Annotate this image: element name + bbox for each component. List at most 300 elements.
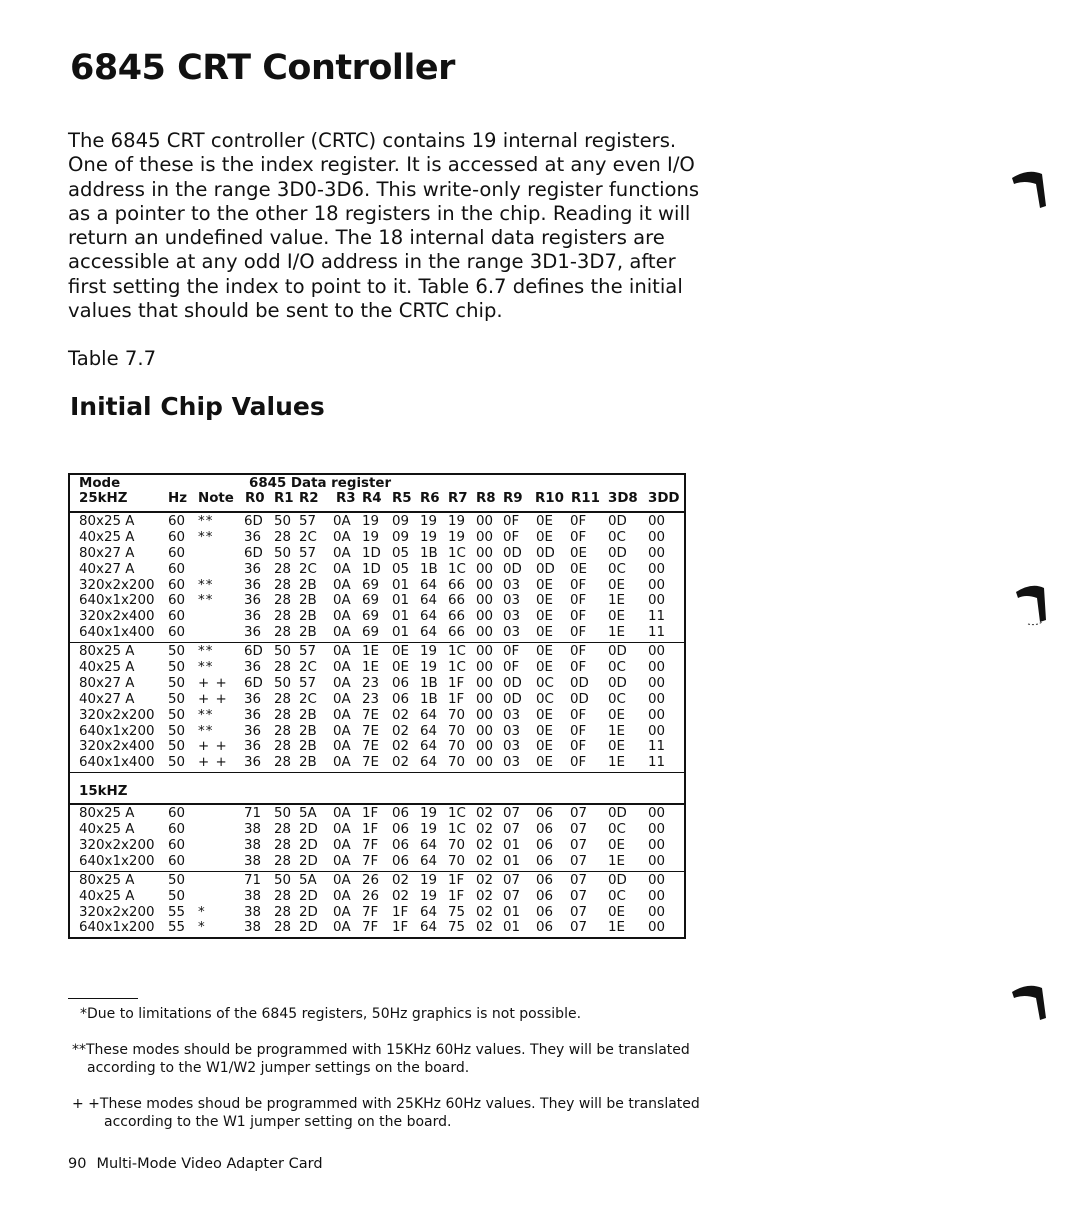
r8-cell: 00 bbox=[476, 545, 494, 561]
r9-cell: 0F bbox=[503, 644, 520, 660]
r8-cell: 00 bbox=[476, 609, 494, 625]
r5-cell: 02 bbox=[392, 723, 410, 739]
mode-cell: 40x25 A bbox=[79, 822, 135, 838]
r11-cell: 0F bbox=[570, 609, 587, 625]
reg-3d8-cell: 1E bbox=[608, 920, 625, 936]
note-cell: + + bbox=[198, 739, 228, 755]
hz-cell: 50 bbox=[168, 723, 186, 739]
r3-cell: 0A bbox=[333, 920, 351, 936]
reg-3dd-cell: 00 bbox=[648, 707, 666, 723]
r11-cell: 0F bbox=[570, 577, 587, 593]
hz-cell: 60 bbox=[168, 625, 186, 641]
note-cell: ** bbox=[198, 707, 214, 723]
r0-cell: 38 bbox=[244, 853, 262, 869]
r10-cell: 0E bbox=[536, 577, 553, 593]
r4-cell: 19 bbox=[362, 514, 380, 529]
r3-cell: 0A bbox=[333, 675, 351, 691]
section-15khz-bar bbox=[70, 772, 684, 805]
mode-cell: 320x2x200 bbox=[79, 707, 155, 723]
mode-cell: 80x25 A bbox=[79, 644, 135, 660]
r6-cell: 64 bbox=[420, 853, 438, 869]
r8-cell: 00 bbox=[476, 577, 494, 593]
r0-cell: 36 bbox=[244, 707, 262, 723]
reg-3d8-cell: 0E bbox=[608, 904, 625, 920]
r8-cell: 00 bbox=[476, 739, 494, 755]
reg-3d8-cell: 0D bbox=[608, 545, 627, 561]
r2-cell: 2B bbox=[299, 577, 317, 593]
reg-3d8-cell: 0E bbox=[608, 838, 625, 854]
r5-cell: 02 bbox=[392, 872, 410, 888]
r11-cell: 0F bbox=[570, 593, 587, 609]
row-group bbox=[70, 643, 684, 772]
r6-cell: 64 bbox=[420, 904, 438, 920]
r9-cell: 07 bbox=[503, 888, 521, 904]
r2-cell: 2D bbox=[299, 920, 318, 936]
reg-3d8-cell: 1E bbox=[608, 853, 625, 869]
r9-cell: 0F bbox=[503, 529, 520, 545]
r0-cell: 38 bbox=[244, 888, 262, 904]
table-row bbox=[70, 838, 684, 854]
r8-cell: 00 bbox=[476, 561, 494, 577]
r0-cell: 6D bbox=[244, 514, 263, 529]
table-row bbox=[70, 873, 684, 889]
r10-cell: 0E bbox=[536, 625, 553, 641]
r0-cell: 36 bbox=[244, 561, 262, 577]
r7-cell: 70 bbox=[448, 707, 466, 723]
note-cell: ** bbox=[198, 723, 214, 739]
r1-cell: 50 bbox=[274, 644, 292, 660]
r2-cell: 2D bbox=[299, 853, 318, 869]
r10-cell: 0E bbox=[536, 593, 553, 609]
reg-header: R11 bbox=[571, 491, 600, 506]
mode-cell: 640x1x200 bbox=[79, 723, 155, 739]
r0-cell: 6D bbox=[244, 644, 263, 660]
hz-cell: 60 bbox=[168, 593, 186, 609]
mode-cell: 640x1x400 bbox=[79, 625, 155, 641]
r5-cell: 02 bbox=[392, 707, 410, 723]
reg-3d8-cell: 0D bbox=[608, 514, 627, 529]
mode-cell: 80x25 A bbox=[79, 872, 135, 888]
r5-cell: 1F bbox=[392, 920, 409, 936]
r6-cell: 64 bbox=[420, 920, 438, 936]
r11-cell: 0F bbox=[570, 660, 587, 676]
r9-cell: 03 bbox=[503, 723, 521, 739]
r10-cell: 06 bbox=[536, 920, 554, 936]
mode-cell: 640x1x200 bbox=[79, 853, 155, 869]
page-footer bbox=[68, 1156, 323, 1172]
row-group bbox=[70, 805, 684, 872]
r3-cell: 0A bbox=[333, 514, 351, 529]
r2-cell: 2B bbox=[299, 625, 317, 641]
r3-cell: 0A bbox=[333, 904, 351, 920]
r10-cell: 06 bbox=[536, 888, 554, 904]
r10-cell: 0E bbox=[536, 723, 553, 739]
register-caption: 6845 Data register bbox=[249, 476, 392, 491]
r3-cell: 0A bbox=[333, 755, 351, 771]
r4-cell: 7E bbox=[362, 707, 379, 723]
hz-cell: 50 bbox=[168, 872, 186, 888]
r9-cell: 0D bbox=[503, 561, 522, 577]
reg-3dd-cell: 00 bbox=[648, 545, 666, 561]
r4-cell: 1E bbox=[362, 660, 379, 676]
r9-cell: 03 bbox=[503, 593, 521, 609]
hz-cell: 55 bbox=[168, 920, 186, 936]
reg-header: R1 bbox=[274, 491, 294, 506]
r0-cell: 36 bbox=[244, 691, 262, 707]
r1-cell: 28 bbox=[274, 529, 292, 545]
reg-header: 3D8 bbox=[608, 491, 638, 506]
r8-cell: 00 bbox=[476, 723, 494, 739]
section-25khz-label: 25kHZ bbox=[79, 491, 128, 506]
reg-3dd-cell: 00 bbox=[648, 822, 666, 838]
hz-cell: 50 bbox=[168, 739, 186, 755]
reg-3dd-cell: 00 bbox=[648, 644, 666, 660]
r10-cell: 06 bbox=[536, 853, 554, 869]
r4-cell: 23 bbox=[362, 691, 380, 707]
r11-cell: 0E bbox=[570, 545, 587, 561]
r8-cell: 02 bbox=[476, 872, 494, 888]
reg-3dd-cell: 00 bbox=[648, 838, 666, 854]
table-row bbox=[70, 854, 684, 870]
table-row bbox=[70, 578, 684, 594]
r11-cell: 07 bbox=[570, 888, 588, 904]
r5-cell: 09 bbox=[392, 514, 410, 529]
r6-cell: 64 bbox=[420, 625, 438, 641]
mode-cell: 40x27 A bbox=[79, 691, 135, 707]
r10-cell: 06 bbox=[536, 904, 554, 920]
r11-cell: 07 bbox=[570, 838, 588, 854]
r7-cell: 1C bbox=[448, 561, 466, 577]
mode-cell: 320x2x200 bbox=[79, 577, 155, 593]
r8-cell: 02 bbox=[476, 853, 494, 869]
r5-cell: 01 bbox=[392, 593, 410, 609]
r0-cell: 36 bbox=[244, 755, 262, 771]
r10-cell: 0E bbox=[536, 529, 553, 545]
mode-cell: 80x27 A bbox=[79, 675, 135, 691]
reg-3d8-cell: 0C bbox=[608, 660, 626, 676]
r9-cell: 03 bbox=[503, 739, 521, 755]
r5-cell: 06 bbox=[392, 853, 410, 869]
table-row bbox=[70, 625, 684, 641]
reg-3dd-cell: 00 bbox=[648, 593, 666, 609]
reg-3dd-cell: 00 bbox=[648, 529, 666, 545]
hz-cell: 50 bbox=[168, 660, 186, 676]
r4-cell: 1F bbox=[362, 822, 379, 838]
r0-cell: 38 bbox=[244, 904, 262, 920]
r9-cell: 07 bbox=[503, 822, 521, 838]
r9-cell: 0D bbox=[503, 675, 522, 691]
r5-cell: 05 bbox=[392, 545, 410, 561]
reg-3d8-cell: 1E bbox=[608, 723, 625, 739]
r8-cell: 02 bbox=[476, 806, 494, 822]
r11-cell: 07 bbox=[570, 853, 588, 869]
r8-cell: 02 bbox=[476, 838, 494, 854]
r2-cell: 2B bbox=[299, 707, 317, 723]
r3-cell: 0A bbox=[333, 691, 351, 707]
r9-cell: 01 bbox=[503, 853, 521, 869]
r2-cell: 57 bbox=[299, 644, 317, 660]
r1-cell: 28 bbox=[274, 838, 292, 854]
table-row bbox=[70, 660, 684, 676]
r4-cell: 1E bbox=[362, 644, 379, 660]
r1-cell: 28 bbox=[274, 691, 292, 707]
r7-cell: 1F bbox=[448, 691, 465, 707]
r0-cell: 71 bbox=[244, 872, 262, 888]
reg-header: R9 bbox=[503, 491, 523, 506]
page-number: 90 bbox=[68, 1156, 87, 1172]
reg-header: R8 bbox=[476, 491, 496, 506]
r4-cell: 7F bbox=[362, 853, 379, 869]
r9-cell: 0F bbox=[503, 514, 520, 529]
hz-cell: 60 bbox=[168, 577, 186, 593]
mode-cell: 40x25 A bbox=[79, 660, 135, 676]
r9-cell: 03 bbox=[503, 609, 521, 625]
r1-cell: 28 bbox=[274, 755, 292, 771]
r4-cell: 26 bbox=[362, 872, 380, 888]
reg-3d8-cell: 1E bbox=[608, 593, 625, 609]
r6-cell: 19 bbox=[420, 822, 438, 838]
crtc-initial-values-table bbox=[68, 473, 686, 939]
reg-3dd-cell: 00 bbox=[648, 691, 666, 707]
r4-cell: 7F bbox=[362, 920, 379, 936]
r9-cell: 03 bbox=[503, 577, 521, 593]
reg-3dd-cell: 11 bbox=[648, 609, 666, 625]
r2-cell: 2D bbox=[299, 838, 318, 854]
r10-cell: 06 bbox=[536, 822, 554, 838]
hz-cell: 60 bbox=[168, 822, 186, 838]
reg-3d8-cell: 0E bbox=[608, 609, 625, 625]
r6-cell: 64 bbox=[420, 755, 438, 771]
reg-3dd-cell: 00 bbox=[648, 904, 666, 920]
r6-cell: 19 bbox=[420, 806, 438, 822]
r2-cell: 2D bbox=[299, 888, 318, 904]
r1-cell: 28 bbox=[274, 920, 292, 936]
r1-cell: 28 bbox=[274, 660, 292, 676]
table-row bbox=[70, 609, 684, 625]
r5-cell: 06 bbox=[392, 822, 410, 838]
r7-cell: 19 bbox=[448, 529, 466, 545]
r1-cell: 28 bbox=[274, 723, 292, 739]
r6-cell: 19 bbox=[420, 660, 438, 676]
r9-cell: 03 bbox=[503, 625, 521, 641]
reg-3d8-cell: 0C bbox=[608, 691, 626, 707]
r7-cell: 70 bbox=[448, 853, 466, 869]
r0-cell: 36 bbox=[244, 609, 262, 625]
r3-cell: 0A bbox=[333, 577, 351, 593]
reg-header: R10 bbox=[535, 491, 564, 506]
r9-cell: 0D bbox=[503, 691, 522, 707]
binder-tab-mark-icon bbox=[1010, 980, 1050, 1024]
footnote-double-star-cont: according to the W1/W2 jumper settings on the board. bbox=[87, 1060, 470, 1076]
r1-cell: 28 bbox=[274, 625, 292, 641]
note-cell: ** bbox=[198, 660, 214, 676]
hz-cell: 60 bbox=[168, 806, 186, 822]
table-row bbox=[70, 724, 684, 740]
r6-cell: 19 bbox=[420, 514, 438, 529]
r8-cell: 00 bbox=[476, 644, 494, 660]
row-group bbox=[70, 513, 684, 643]
r3-cell: 0A bbox=[333, 561, 351, 577]
table-row bbox=[70, 692, 684, 708]
r9-cell: 0F bbox=[503, 660, 520, 676]
r1-cell: 28 bbox=[274, 904, 292, 920]
reg-header: R3 bbox=[336, 491, 356, 506]
r4-cell: 23 bbox=[362, 675, 380, 691]
r11-cell: 0E bbox=[570, 561, 587, 577]
reg-3dd-cell: 00 bbox=[648, 723, 666, 739]
r1-cell: 50 bbox=[274, 806, 292, 822]
reg-3d8-cell: 0D bbox=[608, 644, 627, 660]
r9-cell: 03 bbox=[503, 755, 521, 771]
reg-3dd-cell: 00 bbox=[648, 561, 666, 577]
note-cell: * bbox=[198, 920, 206, 936]
r0-cell: 38 bbox=[244, 822, 262, 838]
r6-cell: 19 bbox=[420, 888, 438, 904]
r11-cell: 0D bbox=[570, 675, 589, 691]
r0-cell: 6D bbox=[244, 545, 263, 561]
table-row bbox=[70, 676, 684, 692]
r7-cell: 70 bbox=[448, 838, 466, 854]
mode-cell: 40x25 A bbox=[79, 529, 135, 545]
r7-cell: 1C bbox=[448, 806, 466, 822]
r11-cell: 0F bbox=[570, 625, 587, 641]
r4-cell: 7F bbox=[362, 904, 379, 920]
r6-cell: 1B bbox=[420, 545, 438, 561]
reg-3d8-cell: 0E bbox=[608, 739, 625, 755]
r10-cell: 0E bbox=[536, 739, 553, 755]
table-row bbox=[70, 889, 684, 905]
reg-3dd-cell: 00 bbox=[648, 577, 666, 593]
r4-cell: 7F bbox=[362, 838, 379, 854]
r5-cell: 1F bbox=[392, 904, 409, 920]
r4-cell: 26 bbox=[362, 888, 380, 904]
r1-cell: 28 bbox=[274, 853, 292, 869]
table-row bbox=[70, 546, 684, 562]
hz-cell: 60 bbox=[168, 514, 186, 529]
r5-cell: 01 bbox=[392, 577, 410, 593]
table-body-15khz bbox=[70, 805, 684, 937]
r7-cell: 70 bbox=[448, 755, 466, 771]
r7-cell: 1C bbox=[448, 660, 466, 676]
r8-cell: 00 bbox=[476, 514, 494, 529]
r5-cell: 0E bbox=[392, 660, 409, 676]
r1-cell: 28 bbox=[274, 561, 292, 577]
r5-cell: 02 bbox=[392, 755, 410, 771]
r11-cell: 07 bbox=[570, 872, 588, 888]
reg-3dd-cell: 00 bbox=[648, 660, 666, 676]
r5-cell: 09 bbox=[392, 529, 410, 545]
r4-cell: 1F bbox=[362, 806, 379, 822]
r3-cell: 0A bbox=[333, 838, 351, 854]
note-cell: + + bbox=[198, 755, 228, 771]
reg-header: R7 bbox=[448, 491, 468, 506]
note-cell: * bbox=[198, 904, 206, 920]
r3-cell: 0A bbox=[333, 529, 351, 545]
r5-cell: 06 bbox=[392, 675, 410, 691]
r11-cell: 0D bbox=[570, 691, 589, 707]
reg-3d8-cell: 0D bbox=[608, 806, 627, 822]
hz-cell: 60 bbox=[168, 561, 186, 577]
note-cell: + + bbox=[198, 675, 228, 691]
reg-3dd-cell: 00 bbox=[648, 806, 666, 822]
reg-3dd-cell: 11 bbox=[648, 625, 666, 641]
note-cell: ** bbox=[198, 577, 214, 593]
r3-cell: 0A bbox=[333, 853, 351, 869]
reg-3dd-cell: 00 bbox=[648, 888, 666, 904]
r3-cell: 0A bbox=[333, 593, 351, 609]
table-row bbox=[70, 562, 684, 578]
reg-3d8-cell: 0C bbox=[608, 561, 626, 577]
reg-3dd-cell: 00 bbox=[648, 920, 666, 936]
table-row bbox=[70, 755, 684, 771]
r6-cell: 19 bbox=[420, 872, 438, 888]
r3-cell: 0A bbox=[333, 806, 351, 822]
r11-cell: 0F bbox=[570, 723, 587, 739]
r8-cell: 02 bbox=[476, 822, 494, 838]
r7-cell: 1C bbox=[448, 822, 466, 838]
r10-cell: 0C bbox=[536, 675, 554, 691]
r5-cell: 06 bbox=[392, 806, 410, 822]
r0-cell: 36 bbox=[244, 723, 262, 739]
note-header: Note bbox=[198, 491, 234, 506]
reg-3d8-cell: 0E bbox=[608, 577, 625, 593]
r4-cell: 69 bbox=[362, 609, 380, 625]
r2-cell: 2B bbox=[299, 609, 317, 625]
r3-cell: 0A bbox=[333, 707, 351, 723]
r2-cell: 2B bbox=[299, 739, 317, 755]
r1-cell: 28 bbox=[274, 888, 292, 904]
r10-cell: 06 bbox=[536, 838, 554, 854]
mode-cell: 80x27 A bbox=[79, 545, 135, 561]
footnote-plus: + +These modes shoud be programmed with 25KHz 60Hz values. They will be translated bbox=[72, 1096, 700, 1112]
r9-cell: 01 bbox=[503, 838, 521, 854]
r1-cell: 28 bbox=[274, 593, 292, 609]
r8-cell: 00 bbox=[476, 529, 494, 545]
reg-3d8-cell: 0C bbox=[608, 529, 626, 545]
r7-cell: 1C bbox=[448, 545, 466, 561]
r4-cell: 7E bbox=[362, 723, 379, 739]
r10-cell: 0E bbox=[536, 609, 553, 625]
r7-cell: 1F bbox=[448, 872, 465, 888]
r7-cell: 1F bbox=[448, 675, 465, 691]
table-label: Table 7.7 bbox=[68, 347, 157, 370]
r9-cell: 0D bbox=[503, 545, 522, 561]
intro-paragraph: The 6845 CRT controller (CRTC) contains 19 internal registers. One of these is the index register. It is accessed at any even I/O address in the range 3D0-3D6. This write-only register functions as a pointer to the other 18 registers in the chip. Reading it will return an undefined value. The 18 internal data registers are accessible at any odd I/O address in the range 3D1-3D7, after first setting the index to point to it. Table 6.7 defines the initial values that should be sent to the CRTC chip. bbox=[68, 129, 700, 323]
reg-header: R6 bbox=[420, 491, 440, 506]
r10-cell: 06 bbox=[536, 806, 554, 822]
r3-cell: 0A bbox=[333, 545, 351, 561]
r1-cell: 50 bbox=[274, 514, 292, 529]
binder-tab-mark-icon bbox=[1010, 168, 1050, 212]
reg-3d8-cell: 0D bbox=[608, 872, 627, 888]
r2-cell: 2B bbox=[299, 755, 317, 771]
r8-cell: 00 bbox=[476, 660, 494, 676]
table-heading: Initial Chip Values bbox=[70, 392, 325, 421]
r1-cell: 28 bbox=[274, 739, 292, 755]
reg-3dd-cell: 00 bbox=[648, 872, 666, 888]
r9-cell: 01 bbox=[503, 904, 521, 920]
r0-cell: 36 bbox=[244, 529, 262, 545]
r11-cell: 0F bbox=[570, 514, 587, 529]
r2-cell: 57 bbox=[299, 545, 317, 561]
r9-cell: 07 bbox=[503, 806, 521, 822]
r10-cell: 0E bbox=[536, 644, 553, 660]
r9-cell: 07 bbox=[503, 872, 521, 888]
mode-cell: 80x25 A bbox=[79, 806, 135, 822]
r6-cell: 64 bbox=[420, 577, 438, 593]
r2-cell: 2C bbox=[299, 691, 317, 707]
table-row bbox=[70, 708, 684, 724]
